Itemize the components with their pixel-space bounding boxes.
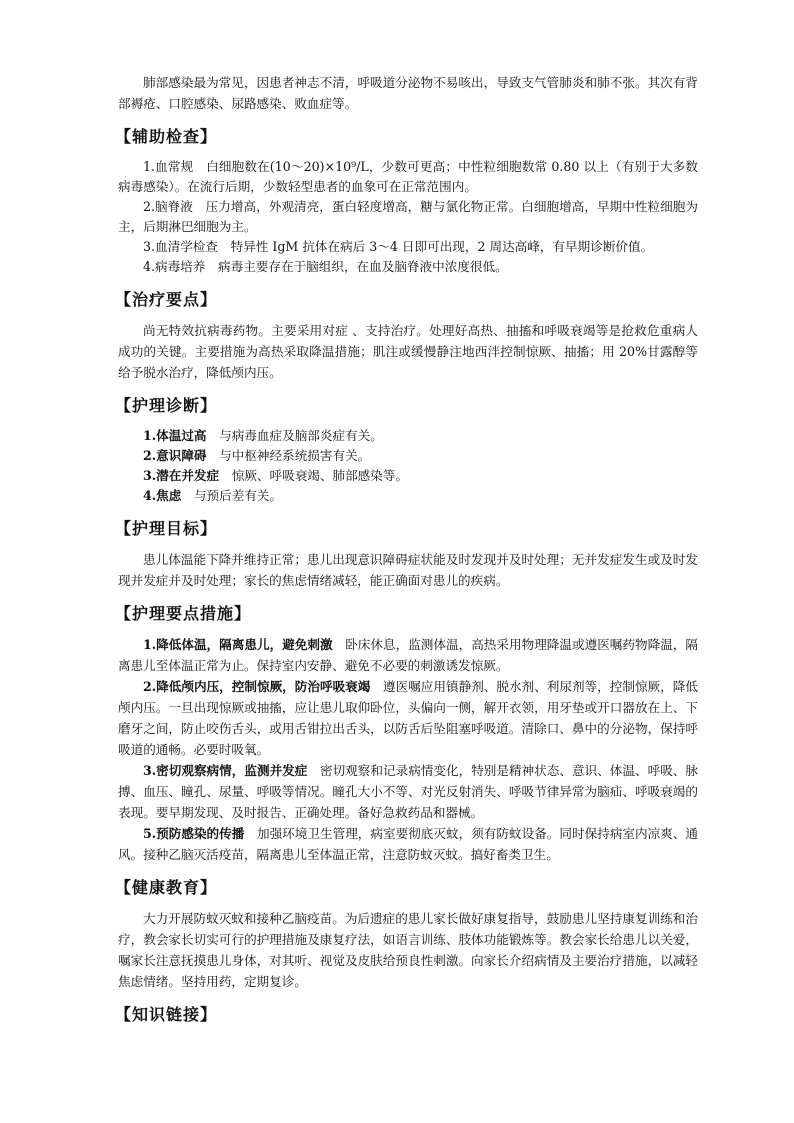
measure-item-1 <box>118 634 698 676</box>
aux-item-2-text: 压力增高，外观清亮，蛋白轻度增高，糖与氯化物正常。白细胞增高，早期中性粒细胞为主，后期淋巴细胞为主。 <box>118 199 699 234</box>
measure-item-5 <box>118 823 698 865</box>
diagnosis-item-1-text: 与病毒血症及脑部炎症有关。 <box>219 428 383 443</box>
aux-item-3 <box>118 237 698 257</box>
aux-item-2 <box>118 197 698 237</box>
measure-item-2 <box>118 676 698 760</box>
aux-item-1-lead: 1.血常规 <box>143 159 194 174</box>
measure-item-2-text: 遵医嘱应用镇静剂、脱水剂、利尿剂等，控制惊厥，降低颅内压。一旦出现惊厥或抽搐，应让患儿取仰卧位，头偏向一侧，解开衣领，用牙垫或开口器放在上、下磨牙之间，防止咬伤舌头，或用舌钳拉出舌头，以防舌后坠阻塞呼吸道。清除口、鼻中的分泌物，保持呼吸道的通畅。必要时吸氧。 <box>118 679 699 757</box>
aux-item-3-text: 特异性 IgM 抗体在病后 3～4 日即可出现，2 周达高峰，有早期诊断价值。 <box>230 239 654 254</box>
aux-item-1 <box>118 157 698 197</box>
aux-item-1-text: 白细胞数在(10～20)×10⁹/L，少数可更高；中性粒细胞数常 0.80 以上（有别于大多数病毒感染）。在流行后期，少数轻型患者的血象可在正常范围内。 <box>118 159 699 194</box>
diagnosis-item-2 <box>118 446 698 466</box>
measure-item-2-lead: 2.降低颅内压，控制惊厥，防治呼吸衰竭 <box>143 679 371 694</box>
measure-item-3-lead: 3.密切观察病情，监测并发症 <box>143 763 308 778</box>
heading-knowledge-link: 【知识链接】 <box>115 1005 218 1024</box>
aux-item-3-lead: 3.血清学检查 <box>143 239 218 254</box>
diagnosis-item-1-lead: 1.体温过高 <box>143 428 207 443</box>
diagnosis-item-4-lead: 4.焦虑 <box>143 488 182 503</box>
heading-nursing-measures: 【护理要点措施】 <box>115 604 252 623</box>
aux-item-4-text: 病毒主要存在于脑组织，在血及脑脊液中浓度很低。 <box>218 259 508 274</box>
heading-nursing-goals: 【护理目标】 <box>115 519 218 538</box>
diagnosis-item-4-text: 与预后差有关。 <box>193 488 283 503</box>
aux-item-2-lead: 2.脑脊液 <box>143 199 193 214</box>
heading-auxiliary-exam: 【辅助检查】 <box>115 127 218 146</box>
complication-paragraph: 肺部感染最为常见，因患者神志不清，呼吸道分泌物不易咳出，导致支气管肺炎和肺不张。其次有背部褥疮、口腔感染、尿路感染、败血症等。 <box>118 75 698 111</box>
diagnosis-item-2-text: 与中枢神经系统损害有关。 <box>219 448 371 463</box>
heading-nursing-diagnosis: 【护理诊断】 <box>115 396 218 415</box>
diagnosis-item-1 <box>118 426 698 446</box>
measure-item-5-text: 加强环境卫生管理，病室要彻底灭蚊，须有防蚊设备。同时保持病室内凉爽、通风。接种乙脑灭活疫苗，隔离患儿至体温正常，注意防蚊灭蚊。搞好畜类卫生。 <box>118 826 699 862</box>
heading-health-education: 【健康教育】 <box>115 878 218 897</box>
measure-item-3 <box>118 760 698 823</box>
diagnosis-item-3-lead: 3.潜在并发症 <box>143 468 220 483</box>
aux-item-4 <box>118 257 698 277</box>
goals-paragraph: 患儿体温能下降并维持正常；患儿出现意识障碍症状能及时发现并及时处理；无并发症发生或及时发现并发症并及时处理；家长的焦虑情绪减轻，能正确面对患儿的疾病。 <box>118 552 698 588</box>
diagnosis-item-3 <box>118 466 698 486</box>
measure-item-1-text: 卧床休息，监测体温，高热采用物理降温或遵医嘱药物降温，隔离患儿至体温正常为止。保持室内安静、避免不必要的刺激诱发惊厥。 <box>118 637 699 673</box>
document-page <box>115 0 699 1035</box>
measure-item-3-text: 密切观察和记录病情变化，特别是精神状态、意识、体温、呼吸、脉搏、血压、瞳孔、尿量、呼吸等情况。瞳孔大小不等、对光反射消失、呼吸节律异常为脑疝、呼吸衰竭的表现。要早期发现、及时报告、正确处理。备好急救药品和器械。 <box>118 763 699 820</box>
diagnosis-item-4 <box>118 486 698 506</box>
aux-item-4-lead: 4.病毒培养 <box>143 259 206 274</box>
measure-item-1-lead: 1.降低体温，隔离患儿，避免刺激 <box>143 637 333 652</box>
diagnosis-item-2-lead: 2.意识障碍 <box>143 448 207 463</box>
diagnosis-item-3-text: 惊厥、呼吸衰竭、肺部感染等。 <box>231 468 409 483</box>
measure-item-5-lead: 5.预防感染的传播 <box>143 826 245 841</box>
heading-treatment: 【治疗要点】 <box>115 290 218 309</box>
treatment-paragraph: 尚无特效抗病毒药物。主要采用对症 、支持治疗。处理好高热、抽搐和呼吸衰竭等是抢救危重病人成功的关键。主要措施为高热采取降温措施；肌注或缓慢静注地西泮控制惊厥、抽搐；用 20%甘露醇等给予脱水治疗，降低颅内压。 <box>118 323 698 380</box>
education-paragraph: 大力开展防蚊灭蚊和接种乙脑疫苗。为后遗症的患儿家长做好康复指导，鼓励患儿坚持康复训练和治疗，教会家长切实可行的护理措施及康复疗法，如语言训练、肢体功能锻炼等。教会家长给患儿以关爱，嘱家长注意抚摸患儿身体，对其听、视觉及皮肤给预良性刺激。向家长介绍病情及主要治疗措施，以减轻焦虑情绪。坚持用药，定期复诊。 <box>118 911 698 989</box>
